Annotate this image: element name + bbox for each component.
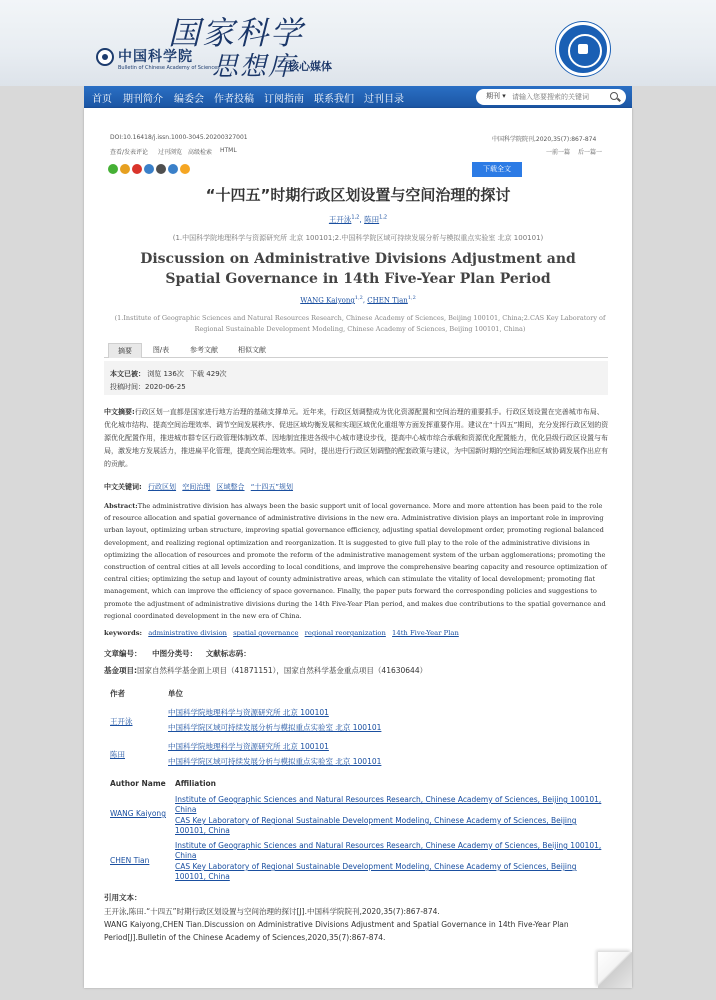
prev-article-link[interactable]: 一前一篇 [546,149,571,156]
author-row-unit[interactable]: 中国科学院地理科学与资源研究所 北京 100101 [168,742,329,751]
keyword-link[interactable]: regional reorganization [304,629,386,637]
abstract-cn-text: 行政区划一直都是国家进行地方治理的基础支撑单元。近年来，行政区划调整成为优化资源配置和空间治理的重要抓手。行政区划设置在完善城市布局、优化城市结构、提高空间治理效率、调节空间发展秩序、促进区域均衡发展和实现区域优化重组等方面发挥重要作用。建议在“十四五”期间，充分发挥行政区划的资源优化配置作用，推进城市群专区行政管理体制改革、因地制宜推进各级中心城市建设步伐，提高中心城市综合承载和资源优化配置能力，优化县级行政区设置与布局，激发地方发展活力，推进扁平化管理，提高空间治理效率。同时，提出进行行政区划调整的配套政策与建议，为中国新时期的空间治理和区域协调发展作出应有的贡献。 [104,408,609,468]
share-renren-icon[interactable] [168,164,178,174]
keyword-link[interactable]: 区域整合 [216,483,245,491]
table-head-author-cn: 作者 [110,689,125,698]
tab-similar[interactable]: 相似文献 [238,346,266,354]
posted-date: 投稿时间：2020-06-25 [110,383,186,391]
table-head-author-en: Author Name [110,779,166,788]
share-qq-icon[interactable] [144,164,154,174]
keywords-cn-label: 中文关键词: [104,483,142,491]
search-box [476,89,626,105]
author-link-cn[interactable]: 王开泳 [328,215,352,224]
article-info [104,648,251,659]
author-row-unit[interactable]: 100101, China [175,826,230,835]
stats-line [110,369,227,379]
journal-ref: 中国科学院院刊,2020,35(7):867-874 [492,136,597,143]
citation-en-line2: Period[J].Bulletin of the Chinese Academy of Sciences,2020,35(7):867-874. [104,933,386,942]
citation-cn: 王开泳,陈田.“十四五”时期行政区划设置与空间治理的探讨[J].中国科学院院刊,2020,35(7):867-874. [104,907,440,916]
share-weibo-icon[interactable] [132,164,142,174]
author-row-unit[interactable]: CAS Key Laboratory of Regional Sustainable Development Modeling, Chinese Academy of Sciences, Beijing [175,862,577,871]
core-media-label: 核心媒体 [288,60,332,73]
link-html[interactable]: HTML [220,147,237,154]
affiliation-cn: (1.中国科学院地理科学与资源研究所 北京 100101;2.中国科学院区域可持续发展分析与模拟重点实验室 北京 100101) [172,234,544,242]
cas-logo-subtext: Bulletin of Chinese Academy of Sciences [118,65,220,71]
keyword-link[interactable]: spatial governance [233,629,299,637]
nav-subscription[interactable]: 订阅指南 [264,94,304,105]
article-tabs [104,343,608,358]
keyword-link[interactable]: administrative division [148,629,227,637]
author-sup: 1,2 [379,214,388,221]
tab-abstract[interactable]: 摘要 [108,343,142,358]
table-head-unit-cn: 单位 [168,689,183,698]
author-sup: 1,2 [351,214,360,221]
author-row-unit[interactable]: CAS Key Laboratory of Regional Sustainable Development Modeling, Chinese Academy of Sciences, Beijing [175,816,577,825]
author-row-unit[interactable]: Institute of Geographic Sciences and Natural Resources Research, Chinese Academy of Sciences, Beijing 100101, [175,841,602,850]
author-row-unit[interactable]: 中国科学院地理科学与资源研究所 北京 100101 [168,708,329,717]
page-curl [598,952,632,988]
download-count: 下载 429次 [190,370,227,378]
cas-logo-text: 中国科学院 [118,49,193,65]
author-row-unit[interactable]: 中国科学院区域可持续发展分析与模拟重点实验室 北京 100101 [168,723,382,732]
author-row-name[interactable]: CHEN Tian [110,856,150,865]
keyword-link[interactable]: 行政区划 [148,483,177,491]
nav-contact[interactable]: 联系我们 [314,94,354,105]
link-comments[interactable]: 查看/发表评论 [110,149,149,156]
author-sup: 1,2 [354,295,363,301]
keywords-en [104,629,459,637]
citation-en-line1: WANG Kaiyong,CHEN Tian.Discussion on Administrative Divisions Adjustment and Spatial Governance in 14th Five-Year Plan [104,920,569,929]
author-row-unit[interactable]: China [175,851,197,860]
article-title-cn: “十四五”时期行政区划设置与空间治理的探讨 [205,186,511,204]
author-row-name[interactable]: WANG Kaiyong [110,809,166,818]
authors-cn: 王开泳$^{1,2}$, 陈田$^{1,2}$ [328,214,388,224]
author-link-cn[interactable]: 陈田 [364,215,380,224]
tab-figures[interactable]: 图/表 [152,346,170,354]
article-number-label: 文章编号： [104,649,142,658]
nav-home[interactable]: 首页 [92,94,112,105]
doi[interactable]: DOI:10.16418/j.issn.1000-3045.20200327001 [110,134,248,141]
class-number-label: 中图分类号： [152,649,198,658]
author-row-name[interactable]: 王开泳 [110,717,133,726]
banner-calligraphy-line2: 思想库 [212,52,297,82]
browse-count: 浏览 136次 [147,370,184,378]
download-fulltext-button[interactable]: 下载全文 [472,162,522,177]
banner-calligraphy-line1: 国家科学 [168,14,305,52]
abstract-en [104,500,610,622]
keyword-link[interactable]: “十四五”规划 [250,483,294,491]
affiliation-en: (1.Institute of Geographic Sciences and Natural Resources Research, Chinese Academy of Sciences, Beijing 100101, China;2.CAS Key Laboratory of Regional Sustainable Development Modeling, Chinese Academy of Sciences, Beijing 100101, China) [114,314,606,333]
nav-editorial-board[interactable]: 编委会 [174,94,204,105]
stats-label: 本文已被： [110,370,145,378]
fund-label: 基金项目: [104,666,137,675]
main-nav [84,86,632,108]
abstract-en-text: The administrative division has always been the basic support unit of local governance. More and more attention has been paid to the role of resource allocation and spatial governance of administrative divisions in the new era. Administrative division plays an important role in improving urban layout, optimizing urban structure, improving spatial governance efficiency, adjusting spatial development order, promoting regional balanced development, and realizing regional optimization and reorganization. It is suggested to give full play to the role of the administrative divisions in optimizing the allocation of resources and promote the reform of the administrative management system of the urban agglomerations; promoting the construction of central cities at all levels according to local conditions, and improve the comprehensive bearing capacity and resource optimization of central cities; optimizing the setup and layout of county administrative areas, which can stimulate the vitality of local development; promoting flat management, which can improve the efficiency of space governance. Finally, the paper puts forward the corresponding policies and suggestions to promote the adjustment of administrative divisions during the 14th Five-Year Plan period, and makes due contributions to the spatial governance and regional coordinated development in the new era of China. [104,502,607,620]
doc-code-label: 文献标志码： [205,649,251,658]
author-row-unit[interactable]: 100101, China [175,872,230,881]
fund-text: 国家自然科学基金面上项目（41871151），国家自然科学基金重点项目（41630644） [137,666,428,675]
link-advanced-search[interactable]: 高级检索 [188,149,213,156]
author-row-unit[interactable]: 中国科学院区域可持续发展分析与模拟重点实验室 北京 100101 [168,757,382,766]
table-head-unit-en: Affiliation [175,779,217,788]
share-qzone-icon[interactable] [120,164,130,174]
author-link-en[interactable]: CHEN Tian [367,296,408,305]
author-row-unit[interactable]: China [175,805,197,814]
keyword-link[interactable]: 14th Five-Year Plan [392,629,459,637]
nav-archive[interactable]: 过刊目录 [364,94,404,105]
tab-references[interactable]: 参考文献 [190,346,218,354]
cas-emblem-icon [96,48,114,66]
search-input[interactable] [512,91,602,103]
citation-label: 引用文本： [104,893,142,902]
nav-submission[interactable]: 作者投稿 [214,94,254,105]
keywords-cn [104,482,293,492]
abstract-cn-label: 中文摘要: [104,408,135,416]
fund-info [104,665,427,676]
author-link-en[interactable]: WANG Kaiyong [300,296,355,305]
link-archive[interactable]: 过刊浏览 [158,149,183,156]
share-wechat-icon[interactable] [108,164,118,174]
journal-seal-icon [556,22,610,76]
abstract-cn [104,406,610,471]
keywords-en-label: keywords: [104,629,143,637]
search-icon[interactable] [610,92,618,100]
author-row-unit[interactable]: Institute of Geographic Sciences and Natural Resources Research, Chinese Academy of Sciences, Beijing 100101, [175,795,602,804]
keyword-link[interactable]: 空间治理 [182,483,211,491]
next-article-link[interactable]: 后一篇一 [578,149,603,156]
article-title-en: Discussion on Administrative Divisions Adjustment and Spatial Governance in 14th Five-Year Plan Period [140,251,576,287]
share-more-icon[interactable] [180,164,190,174]
author-sup: 1,2 [407,295,416,301]
search-scope-select[interactable]: 期刊 ▾ [486,92,506,100]
authors-en: WANG Kaiyong$^{1,2}$, CHEN Tian$^{1,2}$ [300,295,416,305]
header-banner [0,0,716,86]
author-row-name[interactable]: 陈田 [110,750,125,759]
share-douban-icon[interactable] [156,164,166,174]
abstract-en-label: Abstract: [104,502,138,510]
nav-journal-intro[interactable]: 期刊简介 [123,94,163,105]
